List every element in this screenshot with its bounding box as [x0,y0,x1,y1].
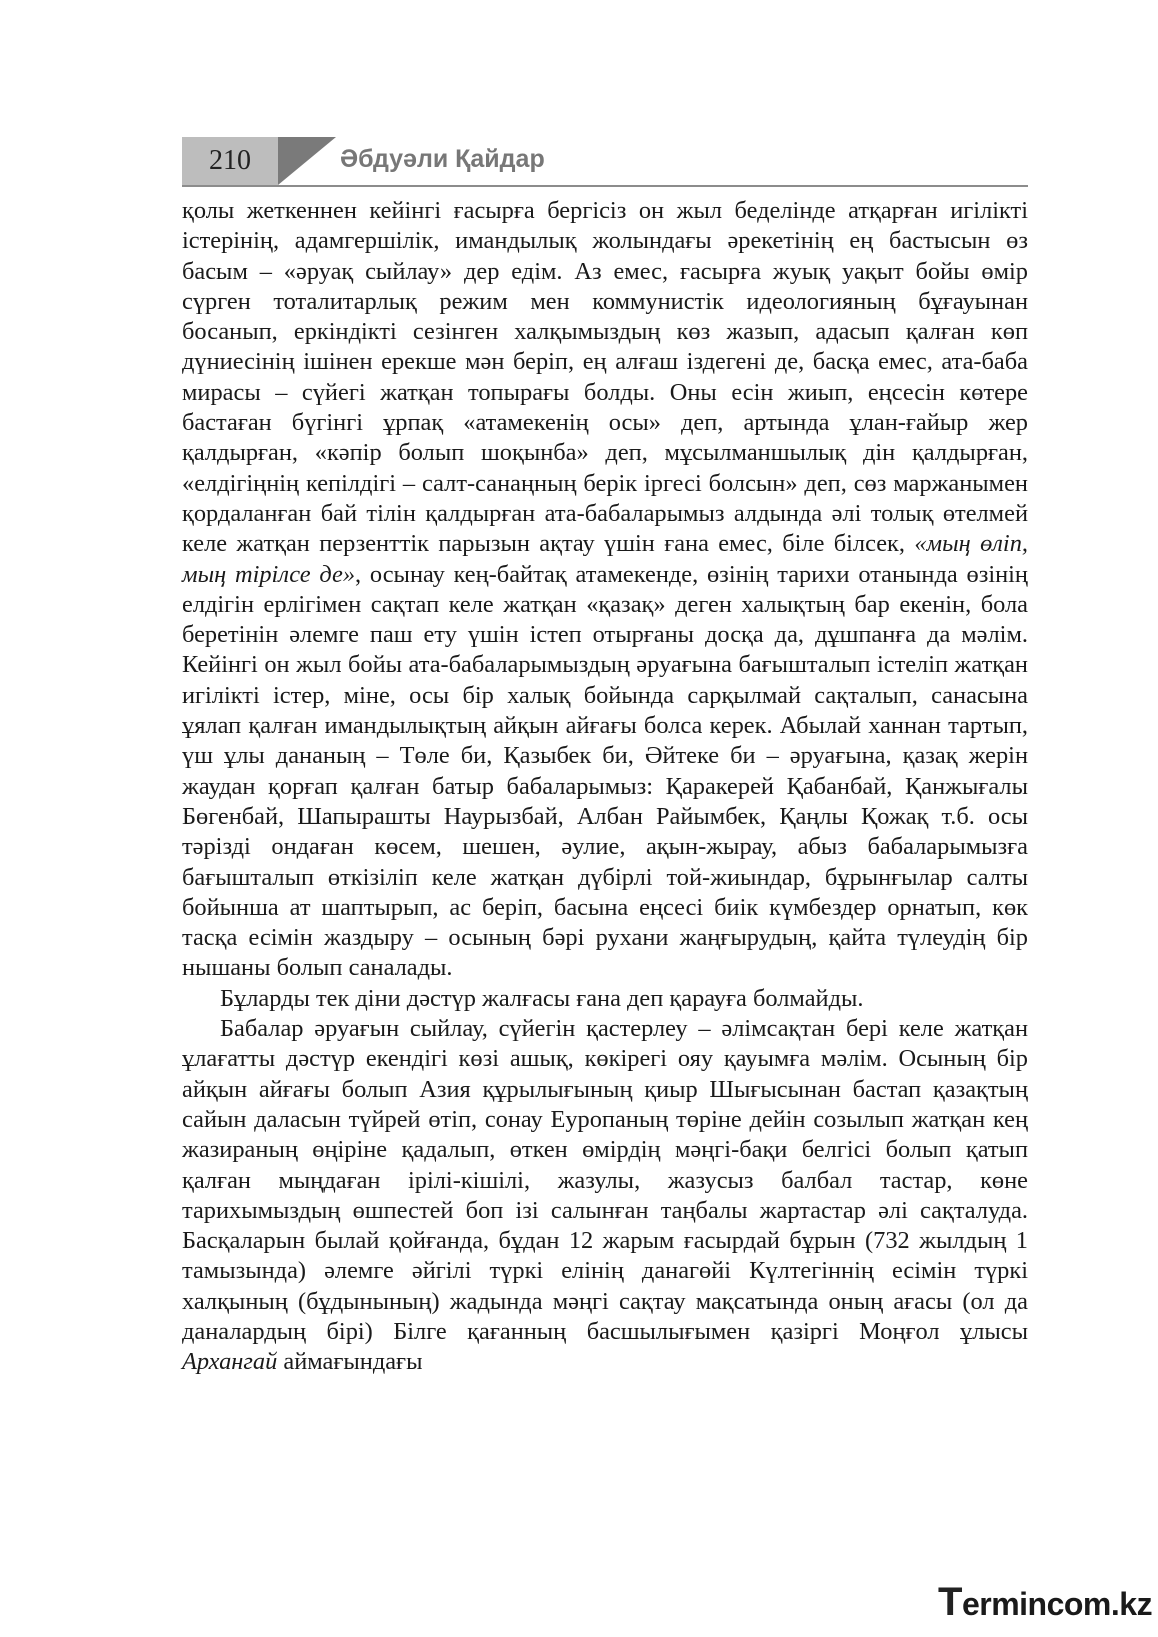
site-watermark-logo [938,1580,1152,1625]
running-header [182,137,1028,189]
paragraph-3-italic-place: Архангай [182,1348,278,1376]
paragraph-3-text-a: Бабалар әруағын сыйлау, сүйегін қастерлеу – әлімсақтан бері келе жатқан ұлағатты дәстүр екендігі көзі ашық, көкірегі ояу қауымға мәлім. Осының бір айқын айғағы болып Азия құрылығының қиыр Шығысынан бастап қазақтың сайын даласын түйрей өтіп, сонау Еуропаның төріне дейін созылып жатқан кең жазираның өңіріне қадалып, өткен өмірдің мәңгі-бақи белгісі болып қатып қалған мыңдаған ірілі-кішілі, жазулы, жазусыз балбал тастар, көне тарихымыздың өшпестей боп ізі салынған таңбалы жартастар әлі сақталуда. Басқаларын былай қойғанда, бұдан 12 жарым ғасырдай бұрын (732 жылдың 1 тамызында) әлемге әйгілі түркі елінің данагөйі Күлтегіннің есімін түркі халқының (бұдынының) жадында мәңгі сақтау мақсатында оның ағасы (ол да даналардың бірі) Білге қағанның басшылығымен қазіргі Моңғол ұлысы [182,1015,1028,1345]
watermark-initial: T [938,1580,962,1624]
watermark-rest: ermincom.kz [961,1586,1153,1622]
paragraph-1-text-b: , осынау кең-байтақ атамекенде, өзінің тарихи отанында өзінің елдігін ерлігімен сақтап келе жатқан «қазақ» деген халықтың бар екенін, бола беретінін әлемге паш ету үшін істеп отырғаны досқа да, дұшпанға да мәлім. Кейінгі он жыл бойы ата-бабаларымыздың әруағына бағышталып істеліп жатқан игілікті істер, міне, осы бір халық бойында сарқылмай сақталып, санасына ұялап қалған имандылықтың айқын айғағы болса керек. Абылай ханнан тартып, үш ұлы дананың – Төле би, Қазыбек би, Әйтеке би – әруағына, қазақ жерін жаудан қорғап қалған батыр бабаларымыз: Қаракерей Қабанбай, Қанжығалы Бөгенбай, Шапырашты Наурызбай, Албан Райымбек, Қаңлы Қожақ т.б. осы тәрізді ондаған көсем, шешен, әулие, ақын-жырау, абыз бабаларымызға бағышталып өткізіліп келе жатқан дүбірлі той-жиындар, бұрынғылар салты бойынша ат шаптырып, ас беріп, басына еңсесі биік күмбездер орнатып, көк тасқа есімін жаздыру – осының бәрі рухани жаңғырудың, қайта түлеудің бір нышаны болып саналады. [182,560,1028,982]
page-number: 210 [209,145,251,176]
paragraph-3 [182,1014,1028,1378]
running-title-author: Әбдуәли Қайдар [340,145,545,173]
header-wedge-decoration [278,137,336,185]
paragraph-2: Бұларды тек діни дәстүр жалғасы ғана деп қарауға болмайды. [220,984,864,1012]
paragraph-1-text-a: қолы жеткеннен кейінгі ғасырға бергісіз он жыл беделінде атқарған игілікті істерінің, адамгершілік, имандылық жолындағы әрекетінің ең бастысын өз басым – «әруақ сыйлау» дер едім. Аз емес, ғасырға жуық уақыт бойы өмір сүрген тоталитарлық режим мен коммунистік идеологияның бұғауынан босанып, еркіндікті сезінген халқымыздың көз жазып, адасып қалған көп дүниесінің ішінен ерекше мән беріп, ең алғаш іздегені де, басқа емес, ата-баба мирасы – сүйегі жатқан топырағы болды. Оны есін жиып, еңсесін көтере бастаған бүгінгі ұрпақ «атамекенің осы» деп, артында ұлан-ғайыр жер қалдырған, «кәпір болып шоқынба» деп, мұсылманшылық дін қалдырған, «елдігіңнің кепілдігі – салт-санаңның берік іргесі болсын» деп, сөз маржанымен қордаланған бай тілін қалдырған ата-бабаларымыз алдында әлі толық өтелмей келе жатқан перзенттік парызын ақтау үшін ғана емес, біле білсек, [182,197,1028,558]
paragraph-3-text-b: аймағындағы [277,1348,423,1376]
paragraph-1-italic-quote: «мың өліп, мың тірілсе де» [182,530,1028,588]
header-rule [182,185,1028,187]
body-text [182,196,1028,1378]
paragraph-1 [182,196,1028,984]
